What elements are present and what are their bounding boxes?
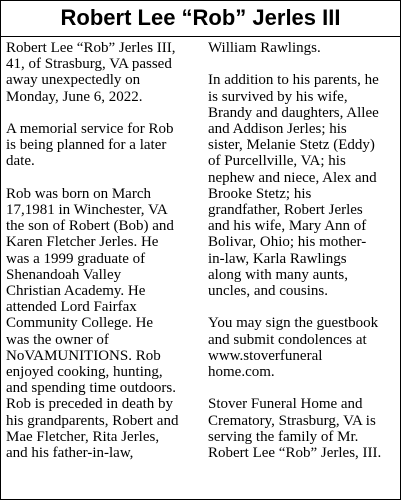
text-line: William Rawlings. bbox=[208, 40, 321, 56]
title-divider bbox=[0, 36, 401, 37]
text-line: was the owner of bbox=[6, 331, 109, 348]
text-line: serving the family of Mr. bbox=[208, 428, 359, 445]
text-line: Rob was born on March bbox=[6, 185, 151, 202]
text-line: is survived by his wife, bbox=[208, 88, 348, 105]
right-column bbox=[208, 40, 398, 477]
text-line: grandfather, Robert Jerles bbox=[208, 202, 363, 219]
text-line: and spending time outdoors. bbox=[6, 380, 176, 397]
left-column bbox=[6, 40, 202, 477]
text-line: his grandparents, Robert and bbox=[6, 412, 179, 429]
text-line: date. bbox=[6, 153, 35, 170]
text-line: 17,1981 in Winchester, VA bbox=[6, 202, 168, 218]
text-line: sister, Melanie Stetz (Eddy) bbox=[208, 137, 375, 154]
text-line: Monday, June 6, 2022. bbox=[6, 88, 143, 105]
text-line: Rob is preceded in death by bbox=[6, 396, 174, 413]
text-line: 41, of Strasburg, VA passed bbox=[6, 56, 172, 73]
text-line: Karen Fletcher Jerles. He bbox=[6, 234, 159, 251]
text-line: Brandy and daughters, Allee bbox=[208, 104, 379, 121]
paragraph bbox=[6, 186, 202, 461]
paragraph bbox=[208, 40, 398, 56]
text-line: You may sign the guestbook bbox=[208, 315, 379, 332]
text-line: of Purcellville, VA; his bbox=[208, 153, 346, 170]
text-line: Bolivar, Ohio; his mother- bbox=[208, 234, 367, 251]
text-line: home.com. bbox=[208, 364, 275, 381]
text-line: attended Lord Fairfax bbox=[6, 299, 137, 316]
text-line: Community College. He bbox=[6, 315, 154, 332]
text-line: and submit condolences at bbox=[208, 331, 367, 348]
text-line: Christian Academy. He bbox=[6, 283, 146, 300]
text-line: NoVAMUNITIONS. Rob bbox=[6, 347, 161, 364]
text-line: www.stoverfuneral bbox=[208, 347, 323, 364]
text-line: nephew and niece, Alex and bbox=[208, 169, 377, 186]
text-line: and his wife, Mary Ann of bbox=[208, 218, 367, 235]
text-line: In addition to his parents, he bbox=[208, 72, 379, 89]
text-line: was a 1999 graduate of bbox=[6, 250, 146, 267]
text-line: Brooke Stetz; his bbox=[208, 185, 312, 202]
obituary-title: Robert Lee “Rob” Jerles III bbox=[60, 5, 341, 30]
text-line: along with many aunts, bbox=[208, 266, 348, 283]
paragraph bbox=[208, 72, 398, 299]
text-line: and his father-in-law, bbox=[6, 445, 134, 462]
text-line: Mae Fletcher, Rita Jerles, bbox=[6, 428, 160, 445]
text-line: Crematory, Strasburg, VA is bbox=[208, 412, 376, 429]
text-line: enjoyed cooking, hunting, bbox=[6, 364, 163, 381]
text-line: Stover Funeral Home and bbox=[208, 396, 363, 413]
text-line: uncles, and cousins. bbox=[208, 283, 328, 300]
text-line: in-law, Karla Rawlings bbox=[208, 250, 347, 267]
text-line: A memorial service for Rob bbox=[6, 121, 174, 137]
paragraph bbox=[208, 315, 398, 380]
text-line: Robert Lee “Rob” Jerles III, bbox=[6, 40, 176, 56]
text-line: away unexpectedly on bbox=[6, 72, 141, 89]
paragraph bbox=[6, 40, 202, 105]
text-line: the son of Robert (Bob) and bbox=[6, 218, 174, 235]
text-line: Shenandoah Valley bbox=[6, 266, 122, 283]
text-line: and Addison Jerles; his bbox=[208, 121, 347, 137]
paragraph bbox=[208, 396, 398, 461]
text-line: Robert Lee “Rob” Jerles, III. bbox=[208, 445, 382, 462]
text-line: is being planned for a later bbox=[6, 137, 167, 154]
paragraph bbox=[6, 121, 202, 170]
